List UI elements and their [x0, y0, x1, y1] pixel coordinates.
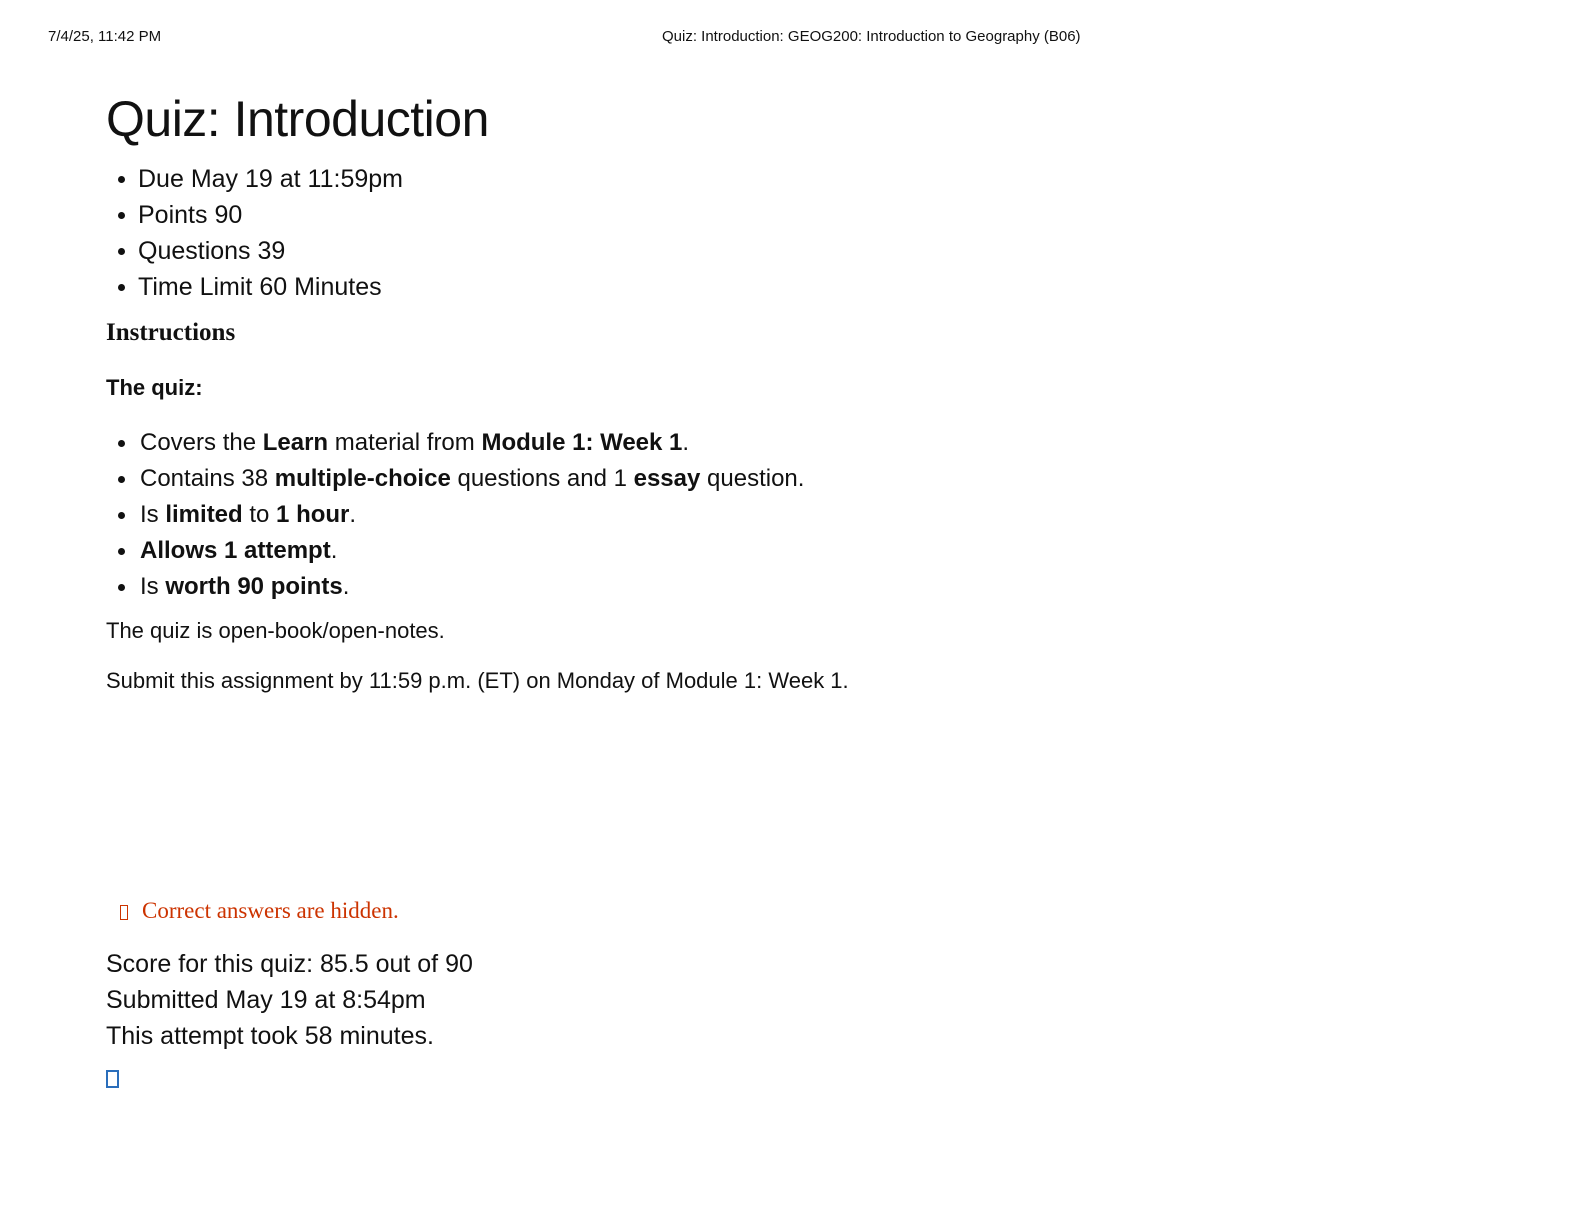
text-bold: Module 1: Week 1 — [481, 429, 683, 456]
text: . — [342, 573, 350, 600]
detail-due-value: May 19 at 11:59pm — [190, 165, 403, 193]
hidden-answers-notice — [120, 898, 399, 924]
text: Covers the — [140, 429, 263, 456]
detail-questions-label: Questions — [138, 237, 251, 265]
submitted-text: Submitted May 19 at 8:54pm — [106, 986, 426, 1014]
list-item — [106, 569, 1306, 605]
text-bold: limited — [165, 501, 243, 528]
detail-questions — [106, 233, 1306, 269]
text: . — [330, 537, 338, 564]
text: . — [682, 429, 690, 456]
print-date: 7/4/25, 11:42 PM — [48, 28, 162, 45]
text: Is — [140, 501, 166, 528]
text-bold: multiple-choice — [274, 465, 451, 492]
detail-points — [106, 197, 1306, 233]
text-bold: Allows 1 attempt — [140, 537, 331, 564]
detail-points-value: 90 — [214, 201, 243, 229]
detail-due-label: Due — [138, 165, 184, 193]
text: questions and 1 — [450, 465, 634, 492]
detail-time-limit — [106, 269, 1306, 305]
text-bold: essay — [633, 465, 701, 492]
hidden-answers-text: Correct answers are hidden. — [142, 898, 399, 923]
instructions-subheading: The quiz: — [106, 375, 203, 400]
page-title: Quiz: Introduction — [106, 91, 489, 147]
list-item — [106, 533, 1306, 569]
submit-note: Submit this assignment by 11:59 p.m. (ET) on Monday of Module 1: Week 1. — [106, 668, 849, 693]
quiz-results — [106, 946, 473, 1054]
detail-time-limit-value: 60 Minutes — [259, 273, 382, 301]
list-item — [106, 461, 1306, 497]
detail-points-label: Points — [138, 201, 208, 229]
text-bold: 1 hour — [276, 501, 350, 528]
text: Contains 38 — [140, 465, 275, 492]
print-page-title: Quiz: Introduction: GEOG200: Introduction to Geography (B06) — [662, 28, 1081, 45]
text: to — [242, 501, 277, 528]
text-bold: Learn — [262, 429, 329, 456]
instructions-heading: Instructions — [106, 319, 236, 346]
list-item — [106, 497, 1306, 533]
text: material from — [328, 429, 482, 456]
detail-time-limit-label: Time Limit — [138, 273, 253, 301]
placeholder-icon — [106, 1070, 119, 1088]
score-text: Score for this quiz: 85.5 out of 90 — [106, 950, 473, 978]
quiz-content — [106, 92, 1306, 717]
text: Is — [140, 573, 166, 600]
text: question. — [700, 465, 805, 492]
quiz-details — [106, 161, 1306, 305]
detail-questions-value: 39 — [257, 237, 286, 265]
instruction-list — [106, 425, 1306, 605]
detail-due — [106, 161, 1306, 197]
list-item — [106, 425, 1306, 461]
text: . — [349, 501, 357, 528]
duration-text: This attempt took 58 minutes. — [106, 1022, 434, 1050]
info-icon — [120, 905, 128, 920]
text-bold: worth 90 points — [165, 573, 343, 600]
open-book-note: The quiz is open-book/open-notes. — [106, 618, 445, 643]
